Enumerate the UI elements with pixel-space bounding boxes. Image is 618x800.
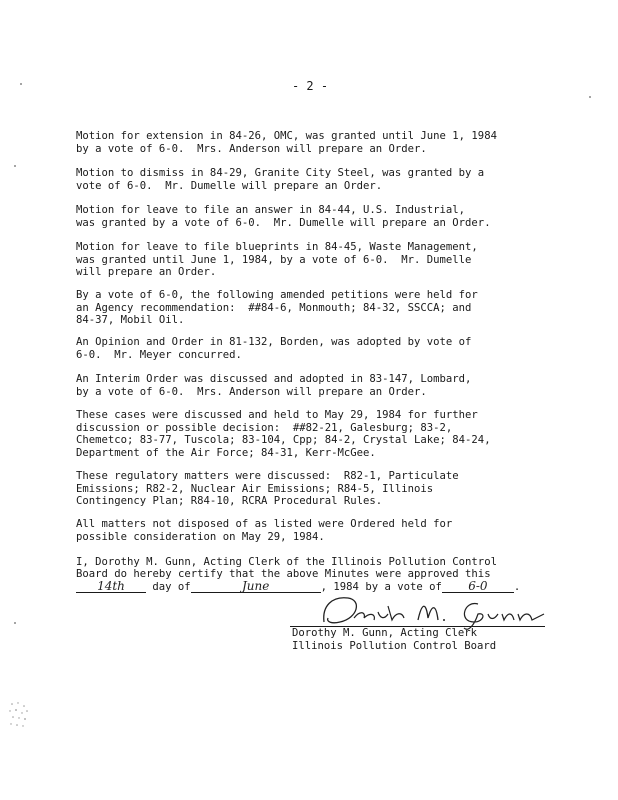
day-blank bbox=[76, 581, 146, 593]
scan-speck bbox=[20, 83, 22, 85]
month-handwritten: June bbox=[241, 579, 270, 593]
page-number: - 2 - bbox=[291, 79, 329, 93]
scan-speck bbox=[589, 96, 591, 98]
day-label: day of bbox=[152, 581, 191, 593]
minute-paragraph-2: Motion to dismiss in 84-29, Granite City Steel, was granted by a vote of 6-0. Mr. Dumelle will prepare an Order. bbox=[76, 167, 485, 192]
month-blank bbox=[191, 581, 321, 593]
minute-paragraph-6: An Opinion and Order in 81-132, Borden, was adopted by vote of 6-0. Mr. Meyer concurred. bbox=[76, 336, 472, 361]
end-punct: . bbox=[513, 581, 521, 593]
minute-paragraph-1: Motion for extension in 84-26, OMC, was granted until June 1, 1984 by a vote of 6-0. Mrs. Anderson will prepare an Order. bbox=[76, 130, 497, 155]
scan-speck bbox=[14, 165, 16, 167]
certification-line-1: I, Dorothy M. Gunn, Acting Clerk of the Illinois Pollution Control bbox=[76, 556, 497, 568]
minute-paragraph-4: Motion for leave to file blueprints in 84-45, Waste Management, was granted until June 1, 1984, by a vote of 6-0. Mr. Dumelle will prepare an Order. bbox=[76, 241, 478, 279]
certification-line-2: Board do hereby certify that the above Minutes were approved this bbox=[76, 568, 491, 580]
minute-paragraph-8: These cases were discussed and held to May 29, 1984 for further discussion or possible decision: ##82-21, Galesburg; 83-2, Chemetco; 83-77, Tuscola; 83-104, Cpp; 84-2, Crystal Lake; 84-24, Department of the Air Force; 84-31, Kerr-McGee. bbox=[76, 409, 491, 459]
handwritten-signature bbox=[318, 592, 548, 630]
year-text: , 1984 by a vote of bbox=[320, 581, 442, 593]
day-handwritten: 14th bbox=[97, 579, 125, 593]
vote-handwritten: 6-0 bbox=[468, 579, 488, 593]
minute-paragraph-5: By a vote of 6-0, the following amended petitions were held for an Agency recommendation: ##84-6, Monmouth; 84-32, SSCCA; and 84-37, Mobil Oil. bbox=[76, 289, 478, 327]
signatory-organization: Illinois Pollution Control Board bbox=[292, 640, 497, 652]
minute-paragraph-9: These regulatory matters were discussed: R82-1, Particulate Emissions; R82-2, Nuclear Air Emissions; R84-5, Illinois Contingency Plan; R84-10, RCRA Procedural Rules. bbox=[76, 470, 459, 508]
scan-speck bbox=[14, 622, 16, 624]
minute-paragraph-7: An Interim Order was discussed and adopted in 83-147, Lombard, by a vote of 6-0. Mrs. Anderson will prepare an Order. bbox=[76, 373, 472, 398]
faded-stamp bbox=[6, 700, 32, 730]
minute-paragraph-10: All matters not disposed of as listed were Ordered held for possible consideration on May 29, 1984. bbox=[76, 518, 453, 543]
minute-paragraph-3: Motion for leave to file an answer in 84-44, U.S. Industrial, was granted by a vote of 6-0. Mr. Dumelle will prepare an Order. bbox=[76, 204, 491, 229]
signatory-name-title: Dorothy M. Gunn, Acting Clerk bbox=[292, 627, 477, 639]
